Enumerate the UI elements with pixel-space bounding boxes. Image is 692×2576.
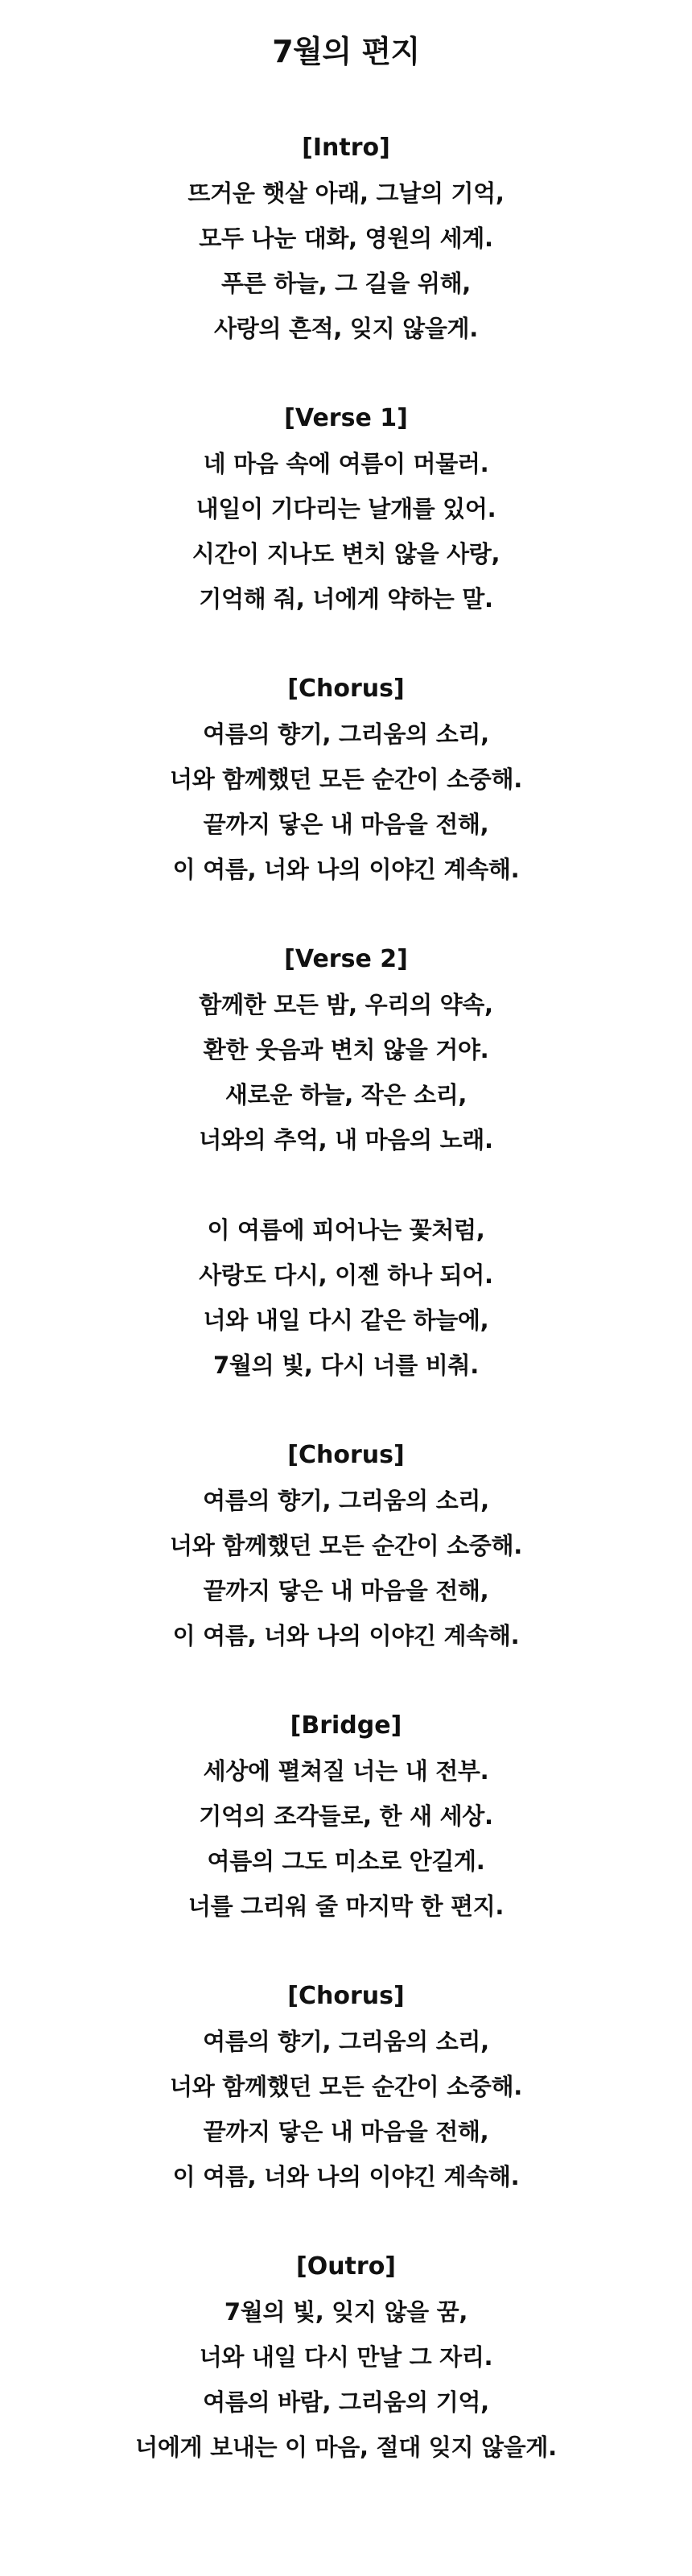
section-heading: [Chorus]	[287, 675, 405, 703]
lyrics-section-chorus	[0, 1974, 692, 2199]
lyric-line: 끝까지 닿은 내 마음을 전해,	[203, 2118, 489, 2145]
lyric-line: 너와 함께했던 모든 순간이 소중해.	[170, 766, 522, 793]
lyric-line: 너와 내일 다시 같은 하늘에,	[203, 1307, 489, 1334]
lyric-line: 끝까지 닿은 내 마음을 전해,	[203, 1577, 489, 1604]
lyric-line: 기억해 줘, 너에게 약하는 말.	[199, 585, 493, 613]
lyric-line: 시간이 지나도 변치 않을 사랑,	[192, 540, 500, 568]
lyrics-section-bridge	[0, 1703, 692, 1929]
lyric-line: 새로운 하늘, 작은 소리,	[224, 1081, 468, 1108]
section-heading: [Verse 1]	[284, 404, 408, 432]
lyric-line: 이 여름, 너와 나의 이야긴 계속해.	[172, 1622, 520, 1649]
lyric-line: 기억의 조각들로, 한 새 세상.	[199, 1802, 493, 1830]
lyrics-section-verse-1	[0, 396, 692, 621]
lyric-line: 여름의 향기, 그리움의 소리,	[203, 1487, 489, 1514]
lyric-line: 7월의 빛, 잊지 않을 꿈,	[224, 2298, 468, 2326]
lyric-line: 사랑의 흔적, 잊지 않을게.	[214, 315, 478, 342]
lyric-line: 여름의 향기, 그리움의 소리,	[203, 720, 489, 748]
section-heading: [Chorus]	[287, 1982, 405, 2010]
lyric-line: 여름의 그도 미소로 안길게.	[207, 1847, 485, 1875]
section-heading: [Verse 2]	[284, 945, 408, 973]
lyric-line: 너와 내일 다시 만날 그 자리.	[199, 2343, 493, 2371]
lyric-line: 환한 웃음과 변치 않을 거야.	[203, 1036, 489, 1063]
lyric-line: 너에게 보내는 이 마음, 절대 잊지 않을게.	[135, 2434, 557, 2461]
lyric-line: 이 여름에 피어나는 꽃처럼,	[207, 1216, 485, 1244]
lyric-line: 너와 함께했던 모든 순간이 소중해.	[170, 1532, 522, 1559]
lyric-line: 이 여름, 너와 나의 이야긴 계속해.	[172, 2163, 520, 2190]
lyrics-section-intro	[0, 126, 692, 351]
section-heading: [Bridge]	[290, 1711, 402, 1740]
lyric-line: 너와 함께했던 모든 순간이 소중해.	[170, 2073, 522, 2100]
lyric-line: 너를 그리워 줄 마지막 한 편지.	[187, 1893, 505, 1920]
lyric-line: 세상에 펼쳐질 너는 내 전부.	[203, 1757, 489, 1785]
lyrics-section-outro	[0, 2244, 692, 2470]
lyric-line: 여름의 바람, 그리움의 기억,	[203, 2388, 489, 2416]
lyric-line: 네 마음 속에 여름이 머물러.	[203, 450, 489, 477]
lyrics-body	[0, 74, 692, 2470]
page-title: 7월의 편지	[272, 34, 420, 69]
section-heading: [Intro]	[302, 134, 390, 162]
lyric-line: 함께한 모든 밤, 우리의 약속,	[199, 991, 493, 1018]
lyric-line: 푸른 하늘, 그 길을 위해,	[220, 270, 472, 297]
lyric-line: 내일이 기다리는 날개를 있어.	[196, 495, 496, 522]
lyrics-section-verse-2-continued	[0, 1208, 692, 1388]
lyrics-section-chorus	[0, 1433, 692, 1658]
lyric-line: 7월의 빛, 다시 너를 비춰.	[213, 1352, 479, 1379]
lyrics-section-verse-2	[0, 937, 692, 1162]
section-heading: [Chorus]	[287, 1441, 405, 1469]
lyric-line: 끝까지 닿은 내 마음을 전해,	[203, 811, 489, 838]
lyric-line: 사랑도 다시, 이젠 하나 되어.	[199, 1261, 493, 1289]
section-heading: [Outro]	[295, 2252, 397, 2281]
lyric-line: 뜨거운 햇살 아래, 그날의 기억,	[187, 180, 505, 207]
lyric-line: 너와의 추억, 내 마음의 노래.	[199, 1126, 493, 1154]
lyric-line: 여름의 향기, 그리움의 소리,	[203, 2028, 489, 2055]
lyric-line: 이 여름, 너와 나의 이야긴 계속해.	[172, 856, 520, 883]
lyric-line: 모두 나눈 대화, 영원의 세계.	[199, 225, 493, 252]
lyrics-section-chorus	[0, 667, 692, 892]
